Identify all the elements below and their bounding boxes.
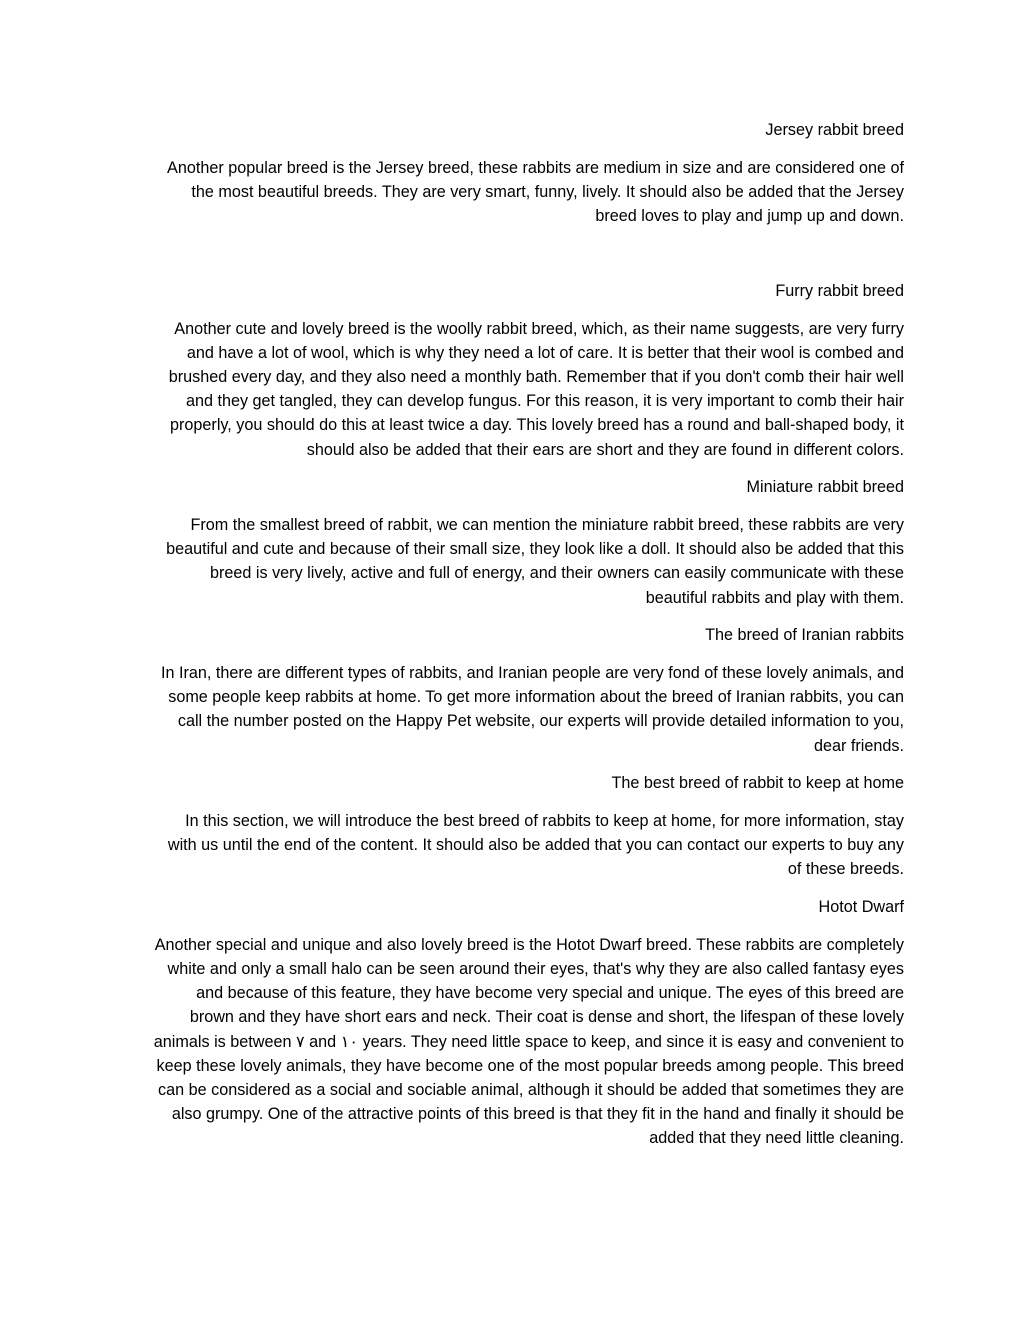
section-paragraph-iranian (118, 661, 904, 758)
section-heading-jersey: Jersey rabbit breed (765, 121, 904, 139)
paragraph-line: animals is between ٧ and ١٠ years. They need little space to keep, and since it is easy and convenient to (153, 1032, 904, 1051)
blank-gap (118, 242, 904, 279)
paragraph-line: keep these lovely animals, they have become one of the most popular breeds among people. This breed (156, 1056, 904, 1075)
paragraph-line: can be considered as a social and sociable animal, although it should be added that sometimes they are (158, 1081, 904, 1099)
paragraph-line: In this section, we will introduce the best breed of rabbits to keep at home, for more information, stay (185, 811, 904, 830)
paragraph-line: added that they need little cleaning. (649, 1129, 904, 1148)
paragraph-line: of these breeds. (787, 860, 904, 879)
paragraph-line: From the smallest breed of rabbit, we can mention the miniature rabbit breed, these rabbits are very (190, 515, 904, 534)
paragraph-line: Another cute and lovely breed is the woolly rabbit breed, which, as their name suggests, are very furry (174, 319, 904, 338)
paragraph-line: and have a lot of wool, which is why they need a lot of care. It is better that their wool is combed and (186, 343, 904, 362)
paragraph-line: some people keep rabbits at home. To get more information about the breed of Iranian rabbits, you can (168, 688, 904, 707)
paragraph-line: beautiful rabbits and play with them. (645, 588, 904, 607)
paragraph-line: In Iran, there are different types of rabbits, and Iranian people are very fond of these lovely animals, and (161, 663, 904, 682)
section-heading-hotot-dwarf: Hotot Dwarf (818, 898, 904, 917)
paragraph-line: beautiful and cute and because of their small size, they look like a doll. It should also be added that this (166, 540, 904, 559)
section-paragraph-jersey (118, 156, 904, 229)
paragraph-line: brown and they have short ears and neck. Their coat is dense and short, the lifespan of these lovely (189, 1008, 904, 1027)
section-heading-miniature: Miniature rabbit breed (746, 478, 904, 497)
section-heading-best-breed: The best breed of rabbit to keep at home (611, 774, 904, 793)
paragraph-line: with us until the end of the content. It should also be added that you can contact our experts to buy any (167, 836, 904, 855)
paragraph-line: dear friends. (814, 736, 904, 755)
section-heading-furry: Furry rabbit breed (775, 281, 904, 300)
section-paragraph-hotot-dwarf (118, 933, 904, 1151)
paragraph-line: the most beautiful breeds. They are very smart, funny, lively. It should also be added that the Jersey (191, 182, 904, 201)
paragraph-line: white and only a small halo can be seen around their eyes, that's why they are also called fantasy eyes (167, 959, 904, 978)
paragraph-line: breed loves to play and jump up and down. (595, 207, 904, 226)
paragraph-line: brushed every day, and they also need a monthly bath. Remember that if you don't comb their hair well (168, 367, 904, 386)
paragraph-line: properly, you should do this at least twice a day. This lovely breed has a round and ball-shaped body, it (170, 416, 904, 435)
paragraph-line: and because of this feature, they have become very special and unique. The eyes of this breed are (196, 984, 904, 1003)
paragraph-line: and they get tangled, they can develop fungus. For this reason, it is very important to comb their hair (185, 392, 904, 411)
paragraph-line: call the number posted on the Happy Pet website, our experts will provide detailed information to you, (177, 712, 904, 731)
paragraph-line: breed is very lively, active and full of energy, and their owners can easily communicate with these (210, 564, 904, 583)
section-paragraph-miniature (118, 513, 904, 610)
section-paragraph-best-breed (118, 809, 904, 882)
section-heading-iranian: The breed of Iranian rabbits (705, 626, 904, 645)
paragraph-line: also grumpy. One of the attractive points of this breed is that they fit in the hand and finally it should be (171, 1105, 904, 1124)
paragraph-line: should also be added that their ears are short and they are found in different colors. (306, 440, 904, 459)
section-paragraph-furry (118, 317, 904, 462)
paragraph-line: Another special and unique and also lovely breed is the Hotot Dwarf breed. These rabbits are completely (154, 935, 904, 954)
document-page (118, 118, 904, 1164)
paragraph-line: Another popular breed is the Jersey breed, these rabbits are medium in size and are considered one of (167, 158, 904, 177)
